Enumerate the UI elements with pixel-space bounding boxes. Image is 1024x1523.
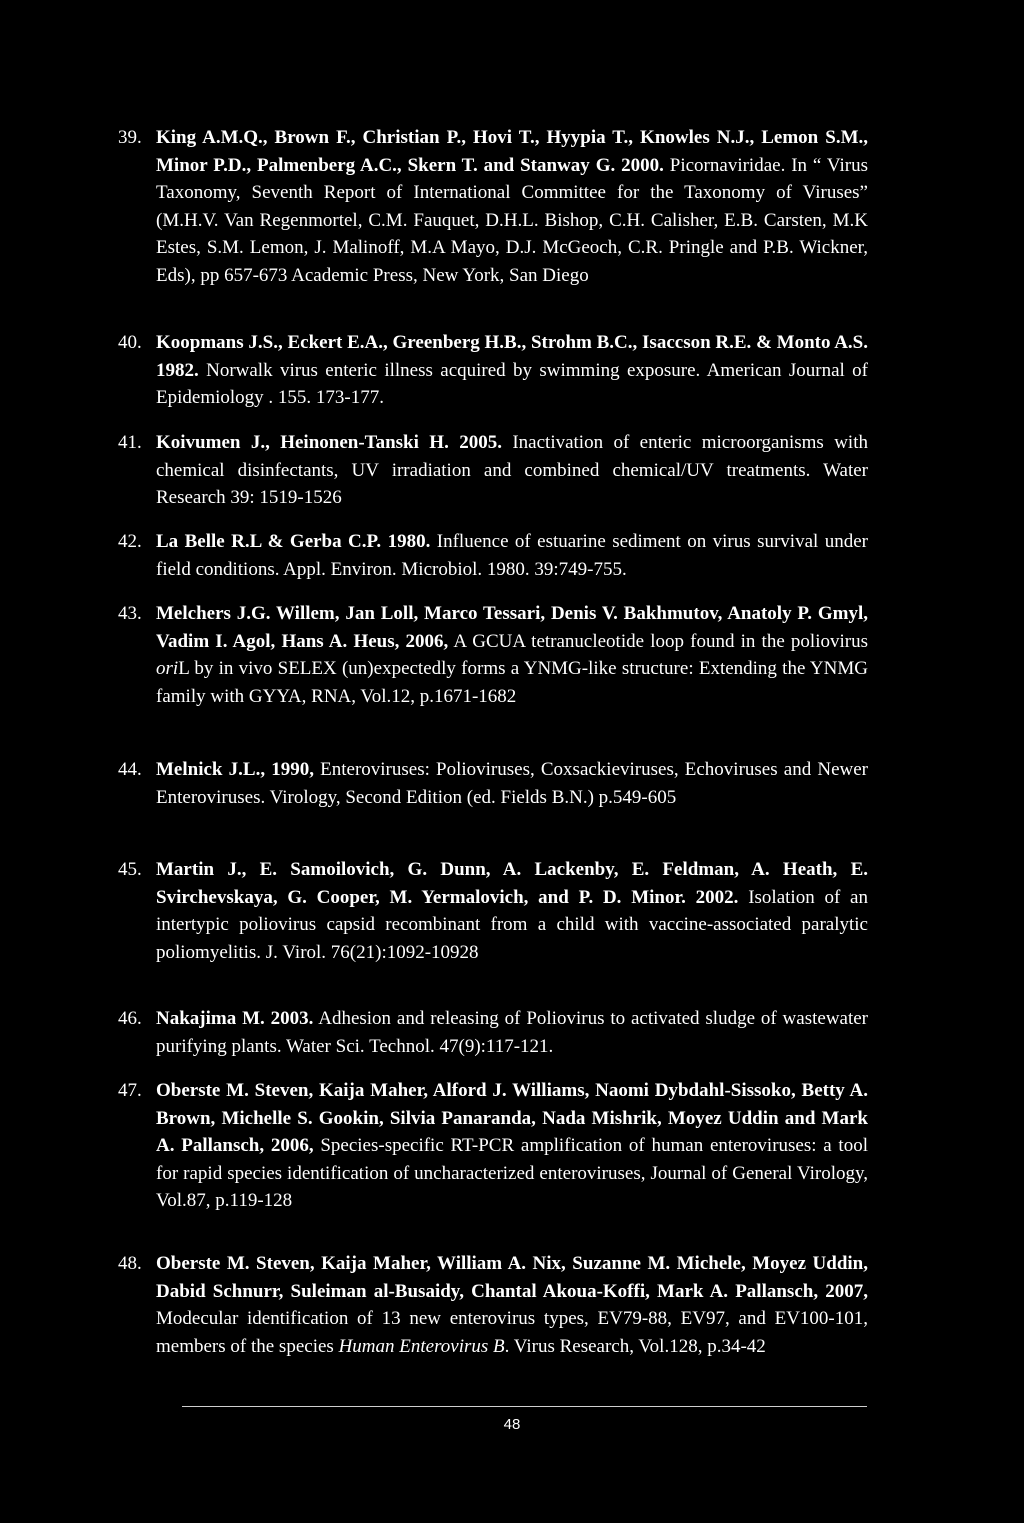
reference-authors: Melchers J.G. Willem, Jan Loll, Marco Tessari, Denis V. Bakhmutov, Anatoly P. Gmyl, Vadim I. Agol, Hans A. Heus, 2006,: [156, 603, 868, 652]
reference-text-continued: L by in vivo SELEX (un)expectedly forms a YNMG-like structure: Extending the YNMG family with GYYA, RNA, Vol.12, p.1671-1682: [156, 658, 868, 707]
reference-text: Norwalk virus enteric illness acquired by swimming exposure. American Journal of Epidemiology . 155. 173-177.: [156, 359, 868, 409]
reference-text: Picornaviridae. In “ Virus Taxonomy, Seventh Report of International Committee for the Taxonomy of Viruses” (M.H.V. Van Regenmortel, C.M. Fauquet, D.H.L. Bishop, C.H. Calisher, E.B. Carsten, M.K Estes, S.M. Lemon, J. Malinoff, M.A Mayo, D.J. McGeoch, C.R. Pringle and P.B. Wickner, Eds), pp 657-673 Academic Press, New York, San Diego: [156, 154, 869, 286]
reference-authors: Koopmans J.S., Eckert E.A., Greenberg H.B., Strohm B.C., Isaccson R.E. & Monto A.S. 1982.: [156, 332, 868, 381]
reference-text: A GCUA tetranucleotide loop found in the poliovirus: [453, 630, 868, 652]
reference-body: [156, 1250, 868, 1360]
reference-body: [156, 856, 868, 966]
reference-number: 42.: [118, 531, 142, 552]
reference-body: [156, 1005, 868, 1060]
reference-40: [118, 329, 868, 412]
reference-text: Modecular identification of 13 new enterovirus types, EV79-88, EV97, and EV100-101, members of the species: [156, 1308, 868, 1357]
reference-authors: King A.M.Q., Brown F., Christian P., Hovi T., Hyypia T., Knowles N.J., Lemon S.M., Minor P.D., Palmenberg A.C., Skern T. and Stanway G. 2000.: [156, 127, 868, 176]
reference-48: [118, 1250, 868, 1360]
reference-body: [156, 1077, 868, 1215]
reference-45: [118, 856, 868, 966]
reference-44: [118, 756, 868, 811]
reference-47: [118, 1077, 868, 1215]
reference-authors: Oberste M. Steven, Kaija Maher, William A. Nix, Suzanne M. Michele, Moyez Uddin, Dabid Schnurr, Suleiman al-Busaidy, Chantal Akoua-Koffi, Mark A. Pallansch, 2007,: [156, 1253, 868, 1302]
reference-number: 41.: [118, 432, 142, 453]
reference-italic-term: Human Enterovirus B: [338, 1335, 505, 1357]
reference-authors: La Belle R.L & Gerba C.P. 1980.: [156, 531, 431, 552]
reference-number: 43.: [118, 603, 142, 624]
page-number: 48: [503, 1416, 521, 1433]
reference-text: Influence of estuarine sediment on virus survival under field conditions. Appl. Environ. Microbiol. 1980. 39:749-755.: [156, 531, 868, 580]
reference-43: [118, 600, 868, 710]
reference-number: 44.: [118, 759, 142, 780]
reference-text: Enteroviruses: Polioviruses, Coxsackieviruses, Echoviruses and Newer Enteroviruses. Virology, Second Edition (ed. Fields B.N.) p.549-605: [156, 759, 868, 808]
reference-body: [156, 756, 868, 811]
reference-body: [156, 329, 868, 412]
reference-authors: Melnick J.L., 1990,: [156, 759, 314, 780]
reference-body: [156, 429, 868, 512]
reference-italic-term: ori: [156, 658, 179, 680]
reference-authors: Koivumen J., Heinonen-Tanski H. 2005.: [156, 432, 502, 453]
reference-46: [118, 1005, 868, 1060]
reference-number: 46.: [118, 1008, 142, 1029]
reference-authors: Oberste M. Steven, Kaija Maher, Alford J. Williams, Naomi Dybdahl-Sissoko, Betty A. Brown, Michelle S. Gookin, Silvia Panaranda, Nada Mishrik, Moyez Uddin and Mark A. Pallansch, 2006,: [156, 1080, 868, 1157]
reference-number: 47.: [118, 1080, 142, 1101]
reference-number: 40.: [118, 332, 142, 353]
reference-41: [118, 429, 868, 512]
reference-39: [118, 124, 868, 290]
reference-text-continued: . Virus Research, Vol.128, p.34-42: [504, 1335, 766, 1357]
reference-number: 39.: [118, 127, 142, 148]
reference-number: 48.: [118, 1253, 142, 1274]
reference-body: [156, 528, 868, 583]
reference-number: 45.: [118, 859, 142, 880]
reference-42: [118, 528, 868, 583]
reference-text: Adhesion and releasing of Poliovirus to activated sludge of wastewater purifying plants. Water Sci. Technol. 47(9):117-121.: [156, 1008, 869, 1057]
reference-text: Inactivation of enteric microorganisms with chemical disinfectants, UV irradiation and combined chemical/UV treatments. Water Research 39: 1519-1526: [156, 432, 868, 509]
footer-divider: [182, 1406, 867, 1407]
reference-text: Species-specific RT-PCR amplification of human enteroviruses: a tool for rapid species identification of uncharacterized enteroviruses, Journal of General Virology, Vol.87, p.119-128: [156, 1135, 868, 1212]
reference-body: [156, 124, 868, 290]
reference-text: Isolation of an intertypic poliovirus capsid recombinant from a child with vaccine-associated paralytic poliomyelitis. J. Virol. 76(21):1092-10928: [156, 886, 868, 963]
reference-authors: Nakajima M. 2003.: [156, 1008, 314, 1029]
reference-body: [156, 600, 868, 710]
reference-authors: Martin J., E. Samoilovich, G. Dunn, A. Lackenby, E. Feldman, A. Heath, E. Svirchevskaya, G. Cooper, M. Yermalovich, and P. D. Minor. 2002.: [156, 859, 868, 908]
